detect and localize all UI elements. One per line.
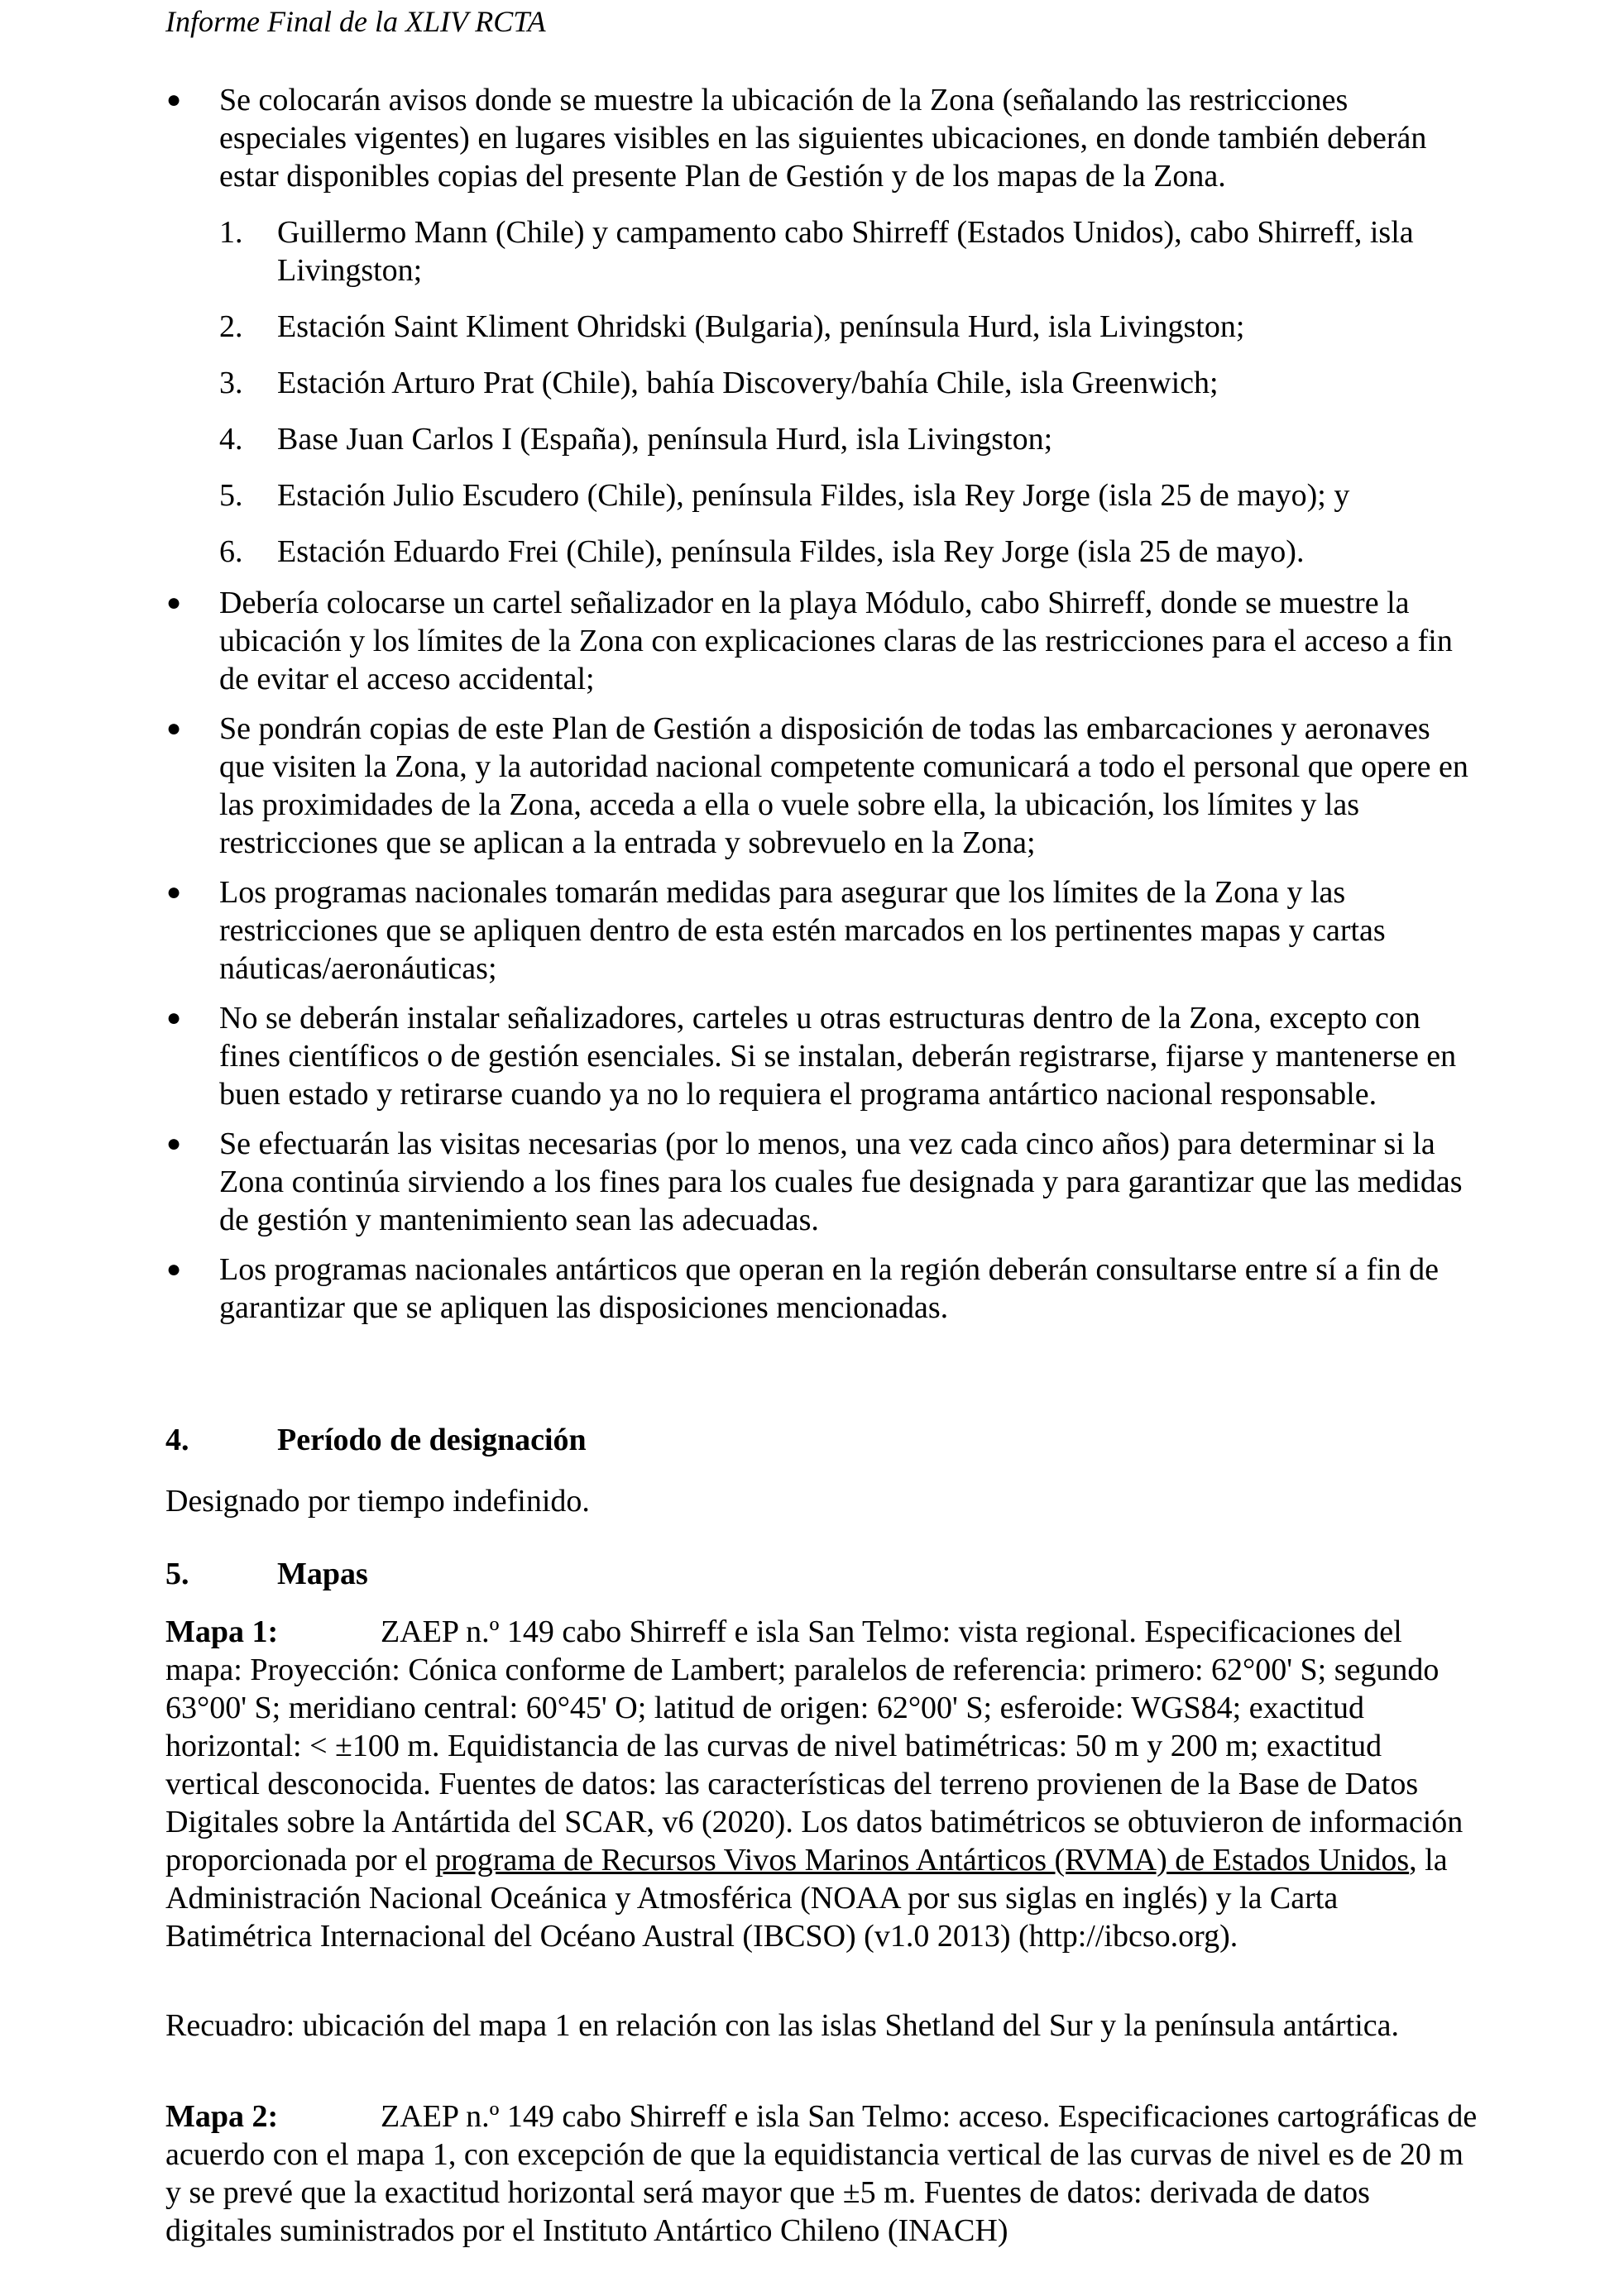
bullet-text: Se pondrán copias de este Plan de Gestión a disposición de todas las embarcaciones y aeronaves que visiten la Zona, y la autoridad nacional competente comunicará a todo el personal que opere en las proximidades de la Zona, acceda a ella o vuele sobre ella, la ubicación, los límites y las restricciones que se aplican a la entrada y sobrevuelo en la Zona; [219,711,1468,860]
list-item [165,873,1481,988]
numbered-list [165,213,1481,571]
section-title: Mapas [277,1557,368,1591]
map-2-text: ZAEP n.º 149 cabo Shirreff e isla San Telmo: acceso. Especificaciones cartográficas de acuerdo con el mapa 1, con excepción de que la equidistancia vertical de las curvas de nivel es de 20 m y se prevé que la exactitud horizontal será mayor que ±5 m. Fuentes de datos: derivada de datos digitales suministrados por el Instituto Antártico Chileno (INACH) [165,2099,1478,2248]
bullet-icon: ● [166,1256,182,1283]
bullet-list-bottom [165,584,1481,1327]
bullet-text: Se colocarán avisos donde se muestre la ubicación de la Zona (señalando las restricciones especiales vigentes) en lugares visibles en las siguientes ubicaciones, en donde también deberán estar disponibles copias del presente Plan de Gestión y de los mapas de la Zona. [219,83,1427,194]
item-text: Estación Eduardo Frei (Chile), península Fildes, isla Rey Jorge (isla 25 de mayo). [277,534,1305,569]
section-heading-4 [165,1421,587,1459]
list-item [165,710,1481,862]
list-item [165,999,1481,1113]
bullet-icon: ● [166,1004,182,1031]
item-text: Estación Julio Escudero (Chile), península Fildes, isla Rey Jorge (isla 25 de mayo); y [277,478,1350,513]
list-item [165,584,1481,698]
numbered-item [165,533,1481,571]
item-text: Guillermo Mann (Chile) y campamento cabo Shirreff (Estados Unidos), cabo Shirreff, isla Livingston; [277,215,1414,288]
map-1-caption [165,1613,1481,1955]
numbered-item [165,364,1481,402]
item-number: 5. [219,478,243,513]
bullet-icon: ● [166,715,182,742]
item-number: 6. [219,534,243,569]
section-number: 5. [165,1557,189,1591]
bullet-text: Debería colocarse un cartel señalizador en la playa Módulo, cabo Shirreff, donde se muestre la ubicación y los límites de la Zona con explicaciones claras de las restricciones para el acceso a fin de evitar el acceso accidental; [219,586,1453,696]
bullet-text: Los programas nacionales antárticos que operan en la región deberán consultarse entre sí a fin de garantizar que se apliquen las disposiciones mencionadas. [219,1252,1440,1325]
section-heading-5 [165,1555,368,1593]
section-number: 4. [165,1423,189,1457]
item-number: 3. [219,366,243,400]
bullet-icon: ● [166,589,182,616]
list-item [165,1125,1481,1239]
map-1-text-end: , la Administración Nacional Oceánica y Atmosférica (NOAA por sus siglas en inglés) y la Carta Batimétrica Internacional del Océano Austral (IBCSO) (v1.0 2013) (http://ibcso.org). [165,1843,1448,1954]
item-text: Base Juan Carlos I (España), península Hurd, isla Livingston; [277,422,1053,457]
bullet-list-top [165,81,1481,195]
bullet-icon: ● [166,1130,182,1157]
list-item [165,81,1481,195]
item-number: 4. [219,422,243,457]
section-title: Período de designación [277,1423,587,1457]
section-4-body: Designado por tiempo indefinido. [165,1484,590,1519]
item-number: 1. [219,215,243,250]
numbered-item [165,308,1481,346]
item-text: Estación Saint Kliment Ohridski (Bulgaria), península Hurd, isla Livingston; [277,309,1245,344]
bullet-icon: ● [166,878,182,906]
bullet-text: No se deberán instalar señalizadores, carteles u otras estructuras dentro de la Zona, excepto con fines científicos o de gestión esenciales. Si se instalan, deberán registrarse, fijarse y mantenerse en buen estado y retirarse cuando ya no lo requiera el programa antártico nacional responsable. [219,1001,1457,1112]
numbered-item [165,420,1481,458]
map-1-text: ZAEP n.º 149 cabo Shirreff e isla San Telmo: vista regional. Especificaciones del mapa: Proyección: Cónica conforme de Lambert; paralelos de referencia: primero: 62°00' S; segundo 63°00' S; meridiano central: 60°45' O; latitud de origen: 62°00' S; esferoide: WGS84; exactitud horizontal: < ±100 m. Equidistancia de las curvas de nivel batimétricas: 50 m y 200 m; exactitud vertical desconocida. Fuentes de datos: las características del terreno provienen de la Base de Datos Digitales sobre la Antártida del SCAR, v6 (2020). Los datos batimétricos se obtuvieron de información proporcionada por el [165,1614,1464,1877]
map-label: Mapa 1: [165,1614,279,1649]
map-1-inset-caption: Recuadro: ubicación del mapa 1 en relación con las islas Shetland del Sur y la península antártica. [165,2008,1399,2043]
running-header: Informe Final de la XLIV RCTA [165,5,546,38]
numbered-item [165,213,1481,289]
map-2-caption [165,2097,1481,2250]
numbered-item [165,476,1481,514]
list-item [165,1251,1481,1327]
map-label: Mapa 2: [165,2099,279,2134]
item-text: Estación Arturo Prat (Chile), bahía Discovery/bahía Chile, isla Greenwich; [277,366,1219,400]
item-number: 2. [219,309,243,344]
bullet-icon: ● [166,86,182,113]
bullet-text: Se efectuarán las visitas necesarias (por lo menos, una vez cada cinco años) para determinar si la Zona continúa sirviendo a los fines para los cuales fue designada y para garantizar que las medidas de gestión y mantenimiento sean las adecuadas. [219,1126,1463,1237]
rvma-link[interactable]: programa de Recursos Vivos Marinos Antárticos (RVMA) de Estados Unidos [435,1843,1410,1877]
bullet-text: Los programas nacionales tomarán medidas para asegurar que los límites de la Zona y las restricciones que se apliquen dentro de esta estén marcados en los pertinentes mapas y cartas náuticas/aeronáuticas; [219,875,1386,986]
